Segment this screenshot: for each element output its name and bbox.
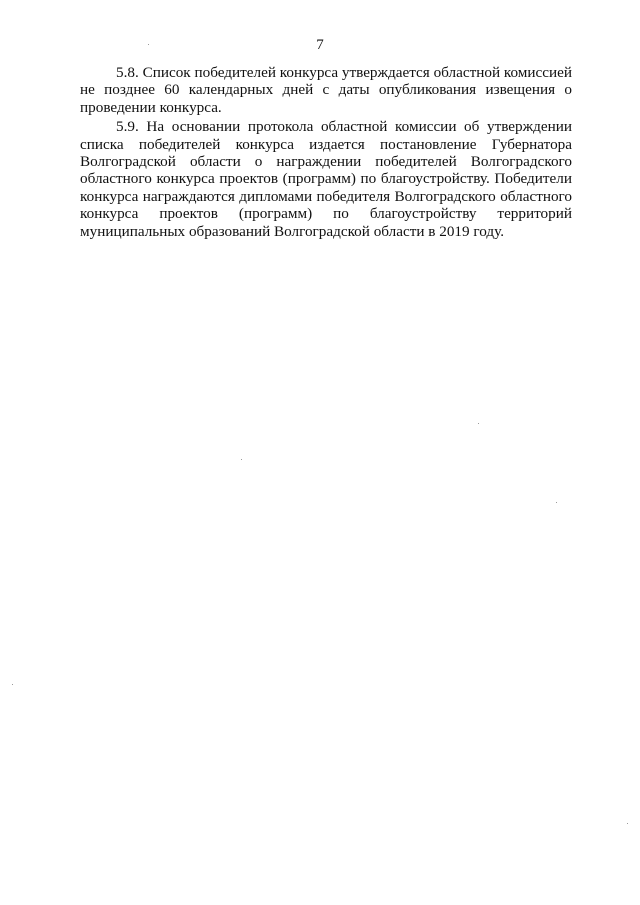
paragraph-5-9: 5.9. На основании протокола областной комиссии об утверждении списка победителей конкурса издается постановление Губернатора Волгоградской области о награждении победителей Волгоградского областного конкурса проектов (программ) по благоустройству. Победители конкурса награждаются дипломами победителя Волгоградского областного конкурса проектов (программ) по благоустройству территорий муниципальных образований Волгоградской области в 2019 году.	[80, 118, 572, 240]
document-body	[80, 64, 572, 242]
scan-speck	[148, 44, 149, 45]
page-number: 7	[316, 37, 324, 53]
scan-speck	[478, 423, 479, 424]
scan-speck	[556, 502, 557, 503]
scan-speck	[12, 684, 13, 685]
scan-speck	[241, 459, 242, 460]
scan-speck	[627, 823, 628, 824]
paragraph-5-8: 5.8. Список победителей конкурса утверждается областной комиссией не позднее 60 календарных дней с даты опубликования извещения о проведении конкурса.	[80, 64, 572, 116]
